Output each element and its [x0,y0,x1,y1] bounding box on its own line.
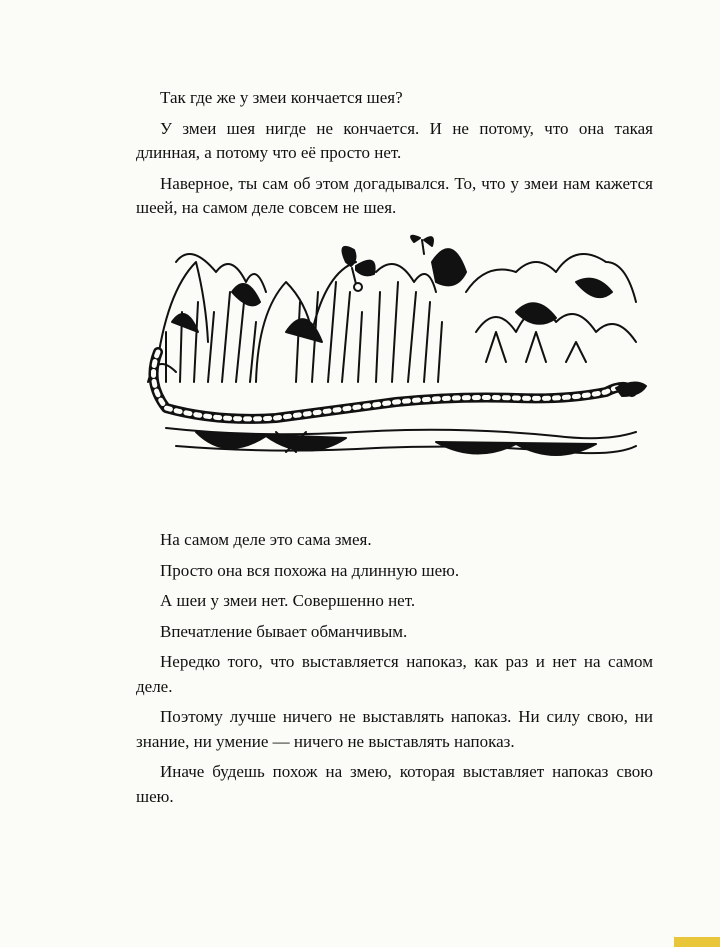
top-text-block [136,86,653,227]
paragraph: У змеи шея нигде не кончается. И не потому, что она такая длинная, а потому что её просто нет. [136,118,653,162]
paragraph: Иначе будешь похож на змею, которая выставляет напоказ свою шею. [136,762,653,806]
paragraph: Впечатление бывает обманчивым. [160,621,408,641]
paragraph: Нередко того, что выставляется напоказ, как раз и нет на самом деле. [136,652,653,696]
paragraph: Наверное, ты сам об этом догадывался. То, что у змеи нам кажется шеей, на самом деле совсем не шея. [136,173,653,217]
paragraph: Просто она вся похожа на длинную шею. [160,560,460,580]
paragraph: Поэтому лучше ничего не выставлять напоказ. Ни силу свою, ни знание, ни умение — ничего не выставлять напоказ. [136,707,653,751]
paragraph: А шеи у змеи нет. Совершенно нет. [160,591,416,610]
page-edge-accent [674,937,720,947]
butterfly-icon [411,236,433,254]
paragraph: На самом деле это сама змея. [160,530,372,549]
butterfly-icon [342,247,374,291]
bottom-text-block [136,528,653,815]
snake-in-grass-illustration [136,232,656,472]
paragraph: Так где же у змеи кончается шея? [160,88,403,107]
